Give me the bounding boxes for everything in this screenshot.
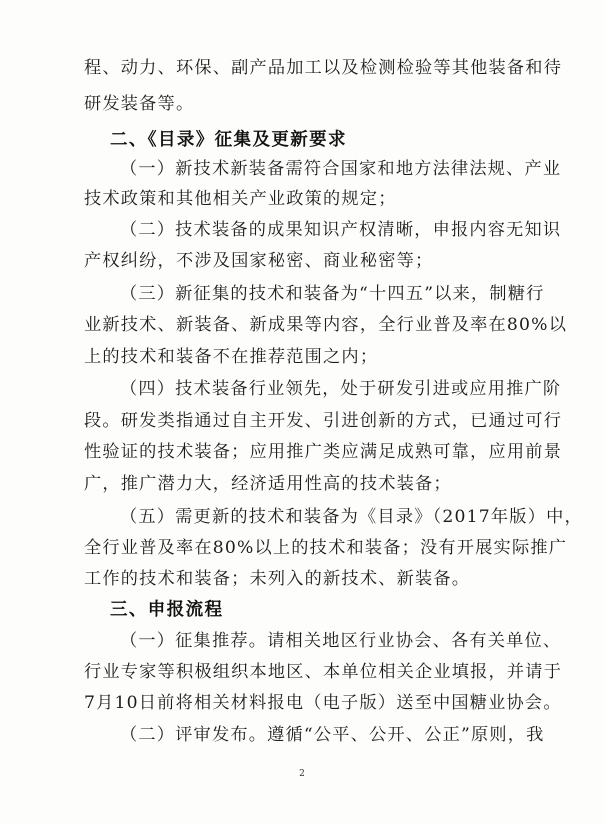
text-line: 工作的技术和装备；未列入的新技术、新装备。 — [84, 569, 471, 589]
text-line: 上的技术和装备不在推荐范围之内； — [84, 347, 379, 367]
text-line: （一）新技术新装备需符合国家和地方法律法规、产业 — [120, 159, 562, 179]
text-line: 技术政策和其他相关产业政策的规定； — [84, 189, 397, 209]
text-line: （一）征集推荐。请相关地区行业协会、各有关单位、 — [120, 631, 562, 651]
text-line: 广，推广潜力大，经济适用性高的技术装备； — [84, 474, 452, 494]
page-number: 2 — [299, 769, 305, 779]
text-line: 7月10日前将相关材料报电（电子版）送至中国糖业协会。 — [84, 693, 562, 713]
text-line: （二）评审发布。遵循“公平、公开、公正”原则，我 — [120, 725, 545, 745]
text-line: 性验证的技术装备；应用推广类应满足成熟可靠，应用前景 — [84, 442, 563, 462]
text-line: 行业专家等积极组织本地区、本单位相关企业填报，并请于 — [84, 662, 563, 682]
text-line: 全行业普及率在80%以上的技术和装备；没有开展实际推广 — [84, 538, 568, 558]
text-line: 产权纠纷，不涉及国家秘密、商业秘密等； — [84, 251, 434, 271]
section-heading: 三、申报流程 — [110, 600, 224, 620]
text-line: 段。研发类指通过自主开发、引进创新的方式，已通过可行 — [84, 411, 563, 431]
text-line: （五）需更新的技术和装备为《目录》（2017年版）中， — [120, 507, 583, 527]
text-line: 程、动力、环保、副产品加工以及检测检验等其他装备和待 — [84, 58, 563, 78]
text-line: 业新技术、新装备、新成果等内容，全行业普及率在80%以 — [84, 315, 568, 335]
text-line: 研发装备等。 — [84, 94, 195, 114]
section-heading: 二、《目录》征集及更新要求 — [110, 130, 347, 150]
text-line: （三）新征集的技术和装备为“十四五”以来，制糖行 — [120, 284, 545, 304]
text-line: （二）技术装备的成果知识产权清晰，申报内容无知识 — [120, 220, 562, 240]
text-line: （四）技术装备行业领先，处于研发引进或应用推广阶 — [120, 379, 562, 399]
